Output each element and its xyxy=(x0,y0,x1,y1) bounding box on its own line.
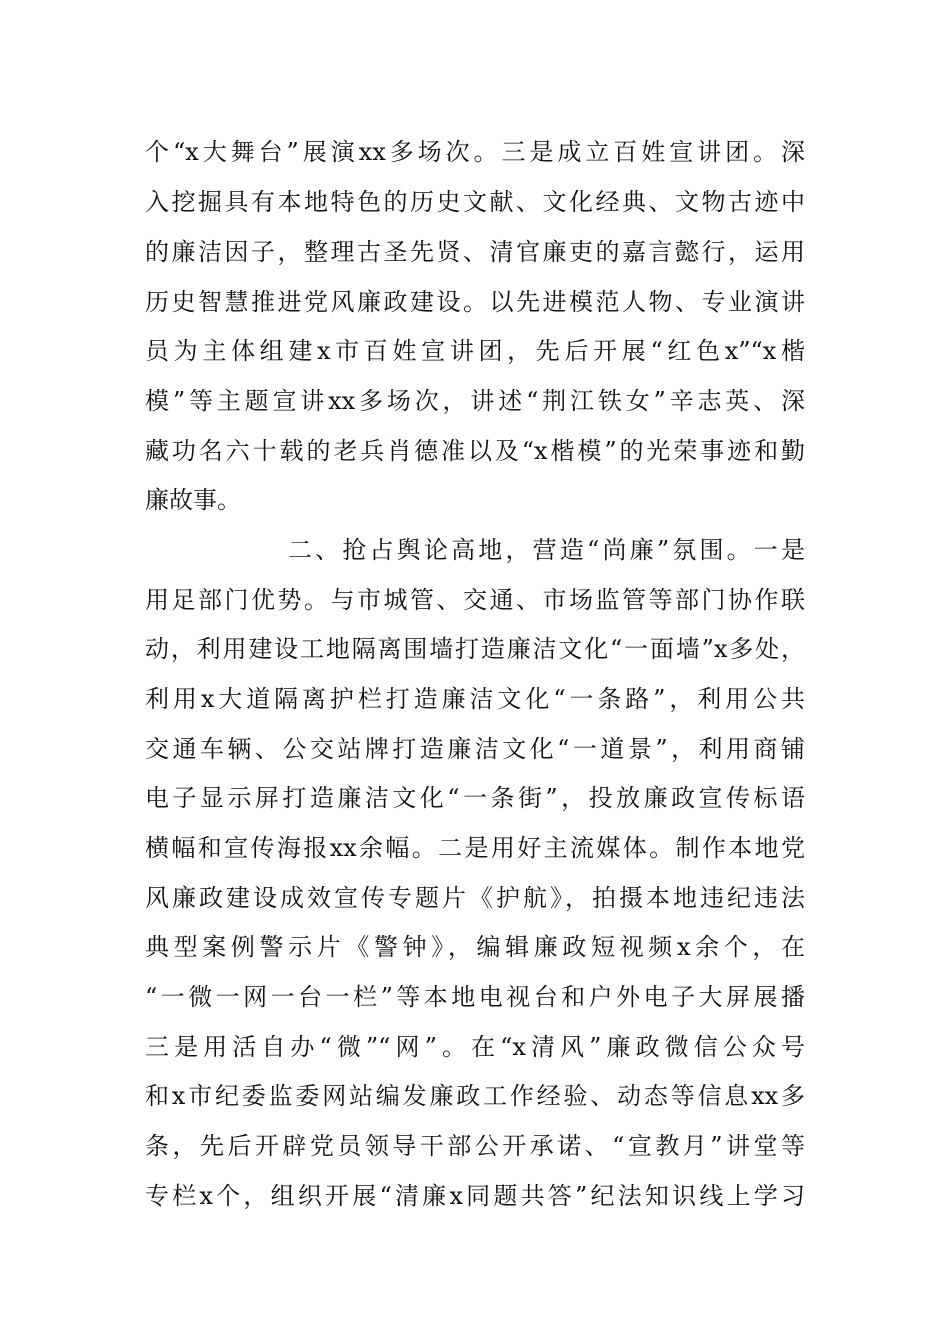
paragraph-1-line-3: 的廉洁因子，整理古圣先贤、清官廉吏的嘉言懿行，运用 xyxy=(145,238,805,266)
paragraph-2-line-5: 交通车辆、公交站牌打造廉洁文化“一道景”，利用商铺 xyxy=(145,735,805,763)
paragraph-2-line-4: 利用x大道隔离护栏打造廉洁文化“一条路”，利用公共 xyxy=(145,685,805,713)
paragraph-1-line-8: 廉故事。 xyxy=(145,486,241,514)
paragraph-1-line-2: 入挖掘具有本地特色的历史文献、文化经典、文物古迹中 xyxy=(145,188,805,216)
paragraph-2-heading-line: 二、抢占舆论高地，营造“尚廉”氛围。一是 xyxy=(288,536,805,564)
paragraph-1-line-6: 模”等主题宣讲xx多场次，讲述“荆江铁女”辛志英、深 xyxy=(145,387,805,415)
paragraph-2-line-10: “一微一网一台一栏”等本地电视台和户外电子大屏展播 xyxy=(145,983,805,1011)
paragraph-2-line-3: 动，利用建设工地隔离围墙打造廉洁文化“一面墙”x多处， xyxy=(145,635,805,663)
paragraph-1-line-7: 藏功名六十载的老兵肖德准以及“x楷模”的光荣事迹和勤 xyxy=(145,437,805,465)
paragraph-1-line-5: 员为主体组建x市百姓宣讲团，先后开展“红色x”“x楷 xyxy=(145,337,805,365)
paragraph-2-line-12: 和x市纪委监委网站编发廉政工作经验、动态等信息xx多 xyxy=(145,1082,805,1110)
paragraph-2-line-2: 用足部门优势。与市城管、交通、市场监管等部门协作联 xyxy=(145,586,805,614)
paragraph-2-line-7: 横幅和宣传海报xx余幅。二是用好主流媒体。制作本地党 xyxy=(145,834,805,862)
paragraph-2-line-8: 风廉政建设成效宣传专题片《护航》，拍摄本地违纪违法 xyxy=(145,884,805,912)
paragraph-1-line-1: 个“x大舞台”展演xx多场次。三是成立百姓宣讲团。深 xyxy=(145,138,805,166)
paragraph-2-line-13: 条，先后开辟党员领导干部公开承诺、“宣教月”讲堂等 xyxy=(145,1132,805,1160)
paragraph-2-line-9: 典型案例警示片《警钟》，编辑廉政短视频x余个，在 xyxy=(145,933,805,961)
paragraph-1-line-4: 历史智慧推进党风廉政建设。以先进模范人物、专业演讲 xyxy=(145,288,805,316)
paragraph-2-line-11: 三是用活自办“微”“网”。在“x清风”廉政微信公众号 xyxy=(145,1033,805,1061)
paragraph-2-line-14: 专栏x个，组织开展“清廉x同题共答”纪法知识线上学习 xyxy=(145,1182,805,1210)
paragraph-2-line-6: 电子显示屏打造廉洁文化“一条街”，投放廉政宣传标语 xyxy=(145,784,805,812)
